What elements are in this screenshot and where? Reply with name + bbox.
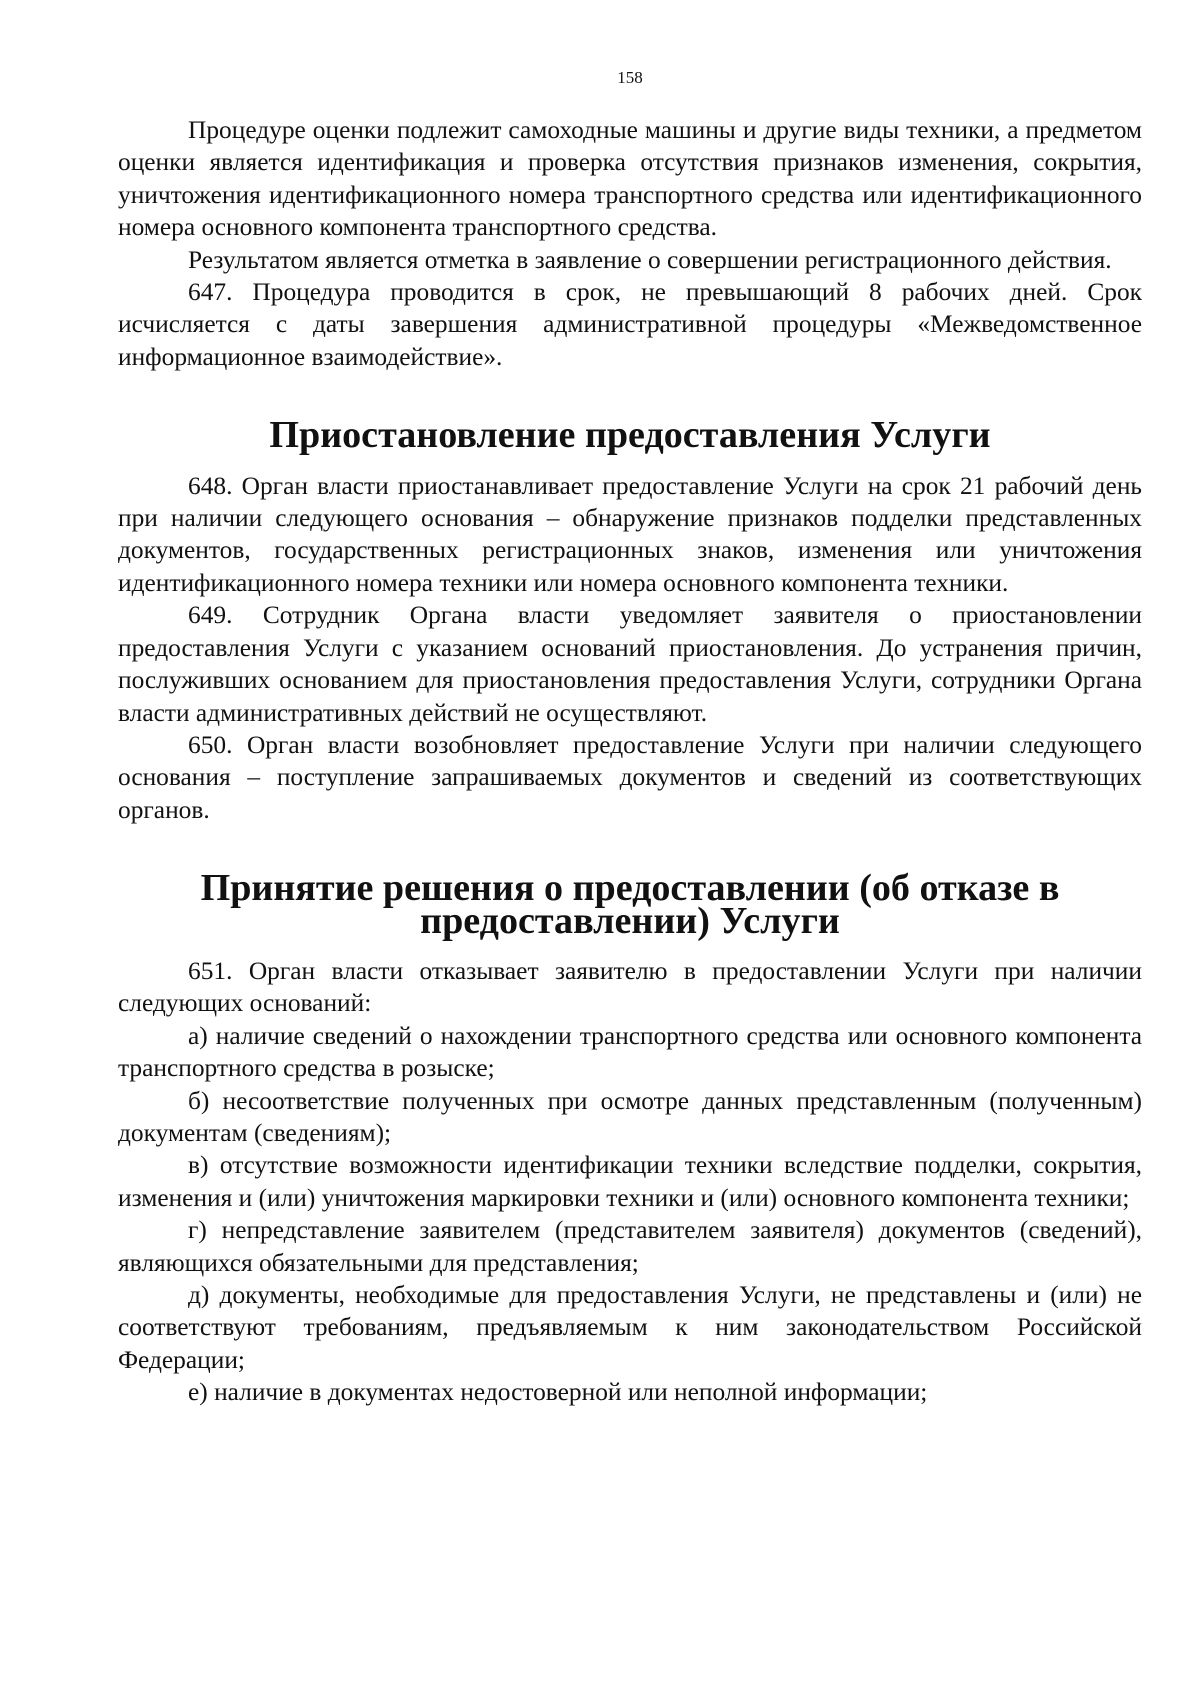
paragraph-650: 650. Орган власти возобновляет предоставление Услуги при наличии следующего основания – поступление запрашиваемых документов и сведений из соответствующих органов. xyxy=(118,730,1142,824)
paragraph-648: 648. Орган власти приостанавливает предоставление Услуги на срок 21 рабочий день при наличии следующего основания – обнаружение признаков подделки представленных документов, государственных регистрационных знаков, изменения или уничтожения идентификационного номера техники или номера основного компонента техники. xyxy=(118,471,1142,597)
page-number: 158 xyxy=(617,68,643,87)
list-item-g: г) непредставление заявителем (представителем заявителя) документов (сведений), являющихся обязательными для представления; xyxy=(118,1216,1142,1277)
paragraph-assessment-subject: Процедуре оценки подлежит самоходные машины и другие виды техники, а предметом оценки является идентификация и проверка отсутствия признаков изменения, сокрытия, уничтожения идентификационного номера транспортного средства или идентификационного номера основного компонента транспортного средства. xyxy=(118,116,1142,242)
list-item-d: д) документы, необходимые для предоставления Услуги, не представлены и (или) не соответствуют требованиям, предъявляемым к ним законодательством Российской Федерации; xyxy=(118,1281,1142,1374)
paragraph-649: 649. Сотрудник Органа власти уведомляет заявителя о приостановлении предоставления Услуги с указанием оснований приостановления. До устранения причин, послуживших основанием для приостановления предоставления Услуги, сотрудники Органа власти административных действий не осуществляют. xyxy=(118,601,1142,727)
list-item-e: е) наличие в документах недостоверной или неполной информации; xyxy=(188,1378,928,1407)
section-heading-decision: Принятие решения о предоставлении (об отказе в предоставлении) Услуги xyxy=(200,867,1060,942)
list-item-v: в) отсутствие возможности идентификации техники вследствие подделки, сокрытия, изменения и (или) уничтожения маркировки техники и (или) основного компонента техники; xyxy=(118,1151,1142,1212)
list-item-b: б) несоответствие полученных при осмотре данных представленным (полученным) документам (сведениям); xyxy=(118,1086,1142,1147)
section-heading-suspension: Приостановление предоставления Услуги xyxy=(269,414,991,457)
paragraph-assessment-result: Результатом является отметка в заявление о совершении регистрационного действия. xyxy=(188,245,1112,274)
paragraph-647: 647. Процедура проводится в срок, не превышающий 8 рабочих дней. Срок исчисляется с даты завершения административной процедуры «Межведомственное информационное взаимодействие». xyxy=(118,278,1142,371)
paragraph-651: 651. Орган власти отказывает заявителю в предоставлении Услуги при наличии следующих оснований: xyxy=(118,956,1142,1018)
list-item-a: а) наличие сведений о нахождении транспортного средства или основного компонента транспортного средства в розыске; xyxy=(118,1021,1142,1083)
